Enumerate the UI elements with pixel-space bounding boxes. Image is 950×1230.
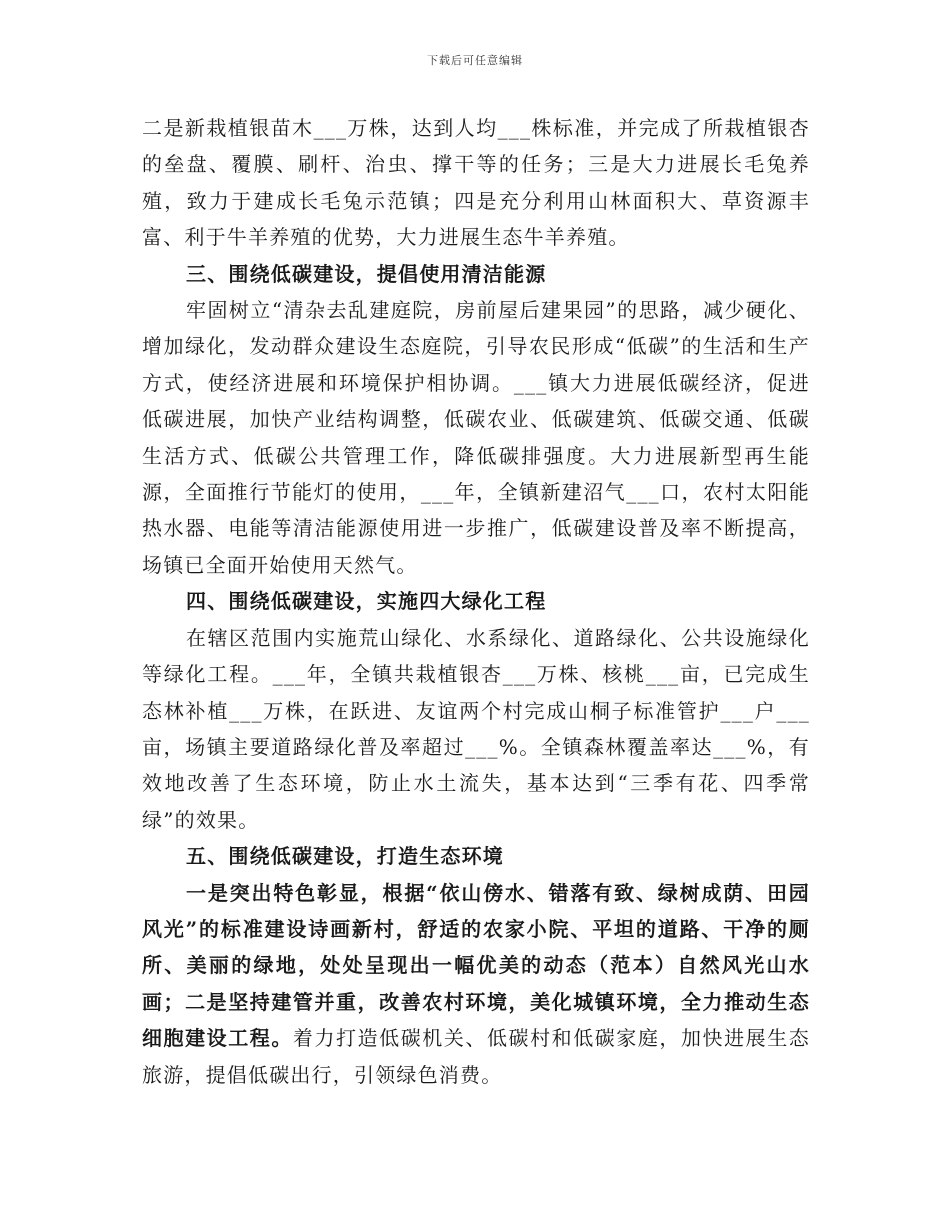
section-heading-3: 三、围绕低碳建设，提倡使用清洁能源 <box>186 261 547 286</box>
document-body <box>142 110 810 1093</box>
paragraph-ecology-rest: 着力打造低碳机关、低碳村和低碳家庭，加快进展生态旅游，提倡低碳出行，引领绿色消费。 <box>142 1026 810 1087</box>
paragraph-ecology-bold: 一是突出特色彰显，根据“依山傍水、错落有致、绿树成荫、田园风光”的标准建设诗画新村，舒适的农家小院、平坦的道路、干净的厕所、美丽的绿地，处处呈现出一幅优美的动态（范本）自然风光山水画；二是坚持建管并重，改善农村环境，美化城镇环境，全力推动生态细胞建设工程。 <box>142 880 810 1051</box>
section-heading-4: 四、围绕低碳建设，实施四大绿化工程 <box>186 589 547 614</box>
paragraph-ecology <box>142 875 810 1093</box>
paragraph-greening: 在辖区范围内实施荒山绿化、水系绿化、道路绿化、公共设施绿化等绿化工程。___年，全镇共栽植银杏___万株、核桃___亩，已完成生态林补植___万株，在跃进、友谊两个村完成山桐子标准管护___户___亩，场镇主要道路绿化普及率超过___%。全镇森林覆盖率达___%，有效地改善了生态环境，防止水土流失，基本达到“三季有花、四季常绿”的效果。 <box>142 625 810 832</box>
paragraph-clean-energy: 牢固树立“清杂去乱建庭院，房前屋后建果园”的思路，减少硬化、增加绿化，发动群众建设生态庭院，引导农民形成“低碳”的生活和生产方式，使经济进展和环境保护相协调。___镇大力进展低碳经济，促进低碳进展，加快产业结构调整，低碳农业、低碳建筑、低碳交通、低碳生活方式、低碳公共管理工作，降低碳排强度。大力进展新型再生能源，全面推行节能灯的使用，___年，全镇新建沼气___口，农村太阳能热水器、电能等清洁能源使用进一步推广，低碳建设普及率不断提高，场镇已全面开始使用天然气。 <box>142 298 810 577</box>
page-header: 下载后可任意编辑 <box>427 54 523 67</box>
paragraph-continuation: 二是新栽植银苗木___万株，达到人均___株标准，并完成了所栽植银杏的垒盘、覆膜、刷杆、治虫、撑干等的任务；三是大力进展长毛兔养殖，致力于建成长毛兔示范镇；四是充分利用山林面积大、草资源丰富、利于牛羊养殖的优势，大力进展生态牛羊养殖。 <box>142 116 810 250</box>
section-heading-5: 五、围绕低碳建设，打造生态环境 <box>186 844 504 869</box>
